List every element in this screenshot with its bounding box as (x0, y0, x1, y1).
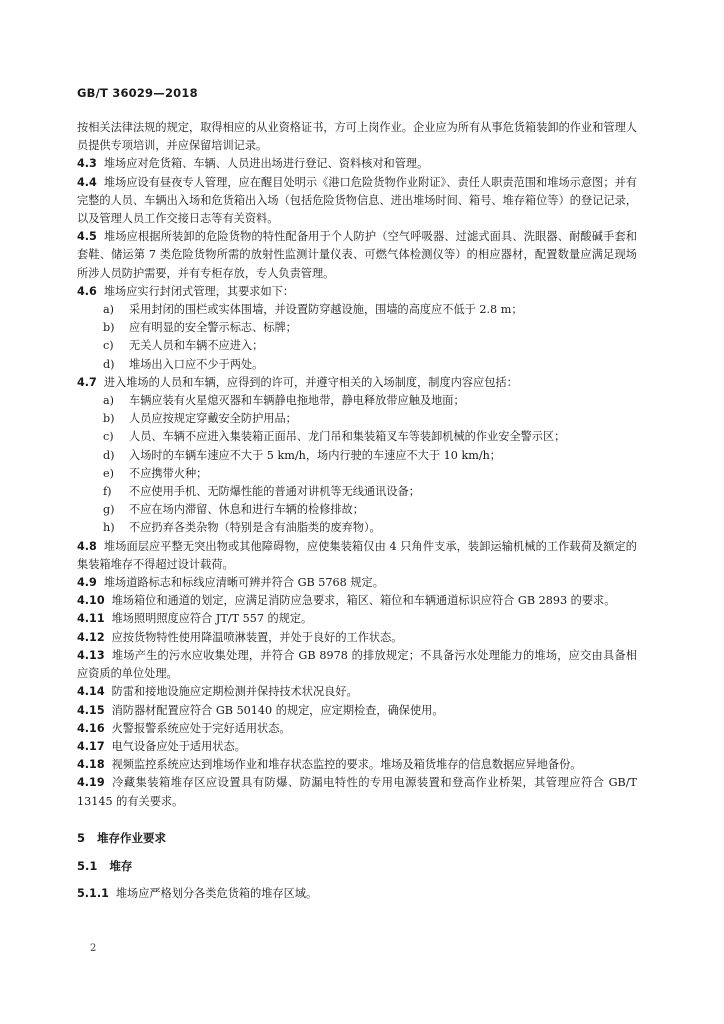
clause-text: 防雷和接地设施应定期检测并保持技术状况良好。 (111, 685, 358, 699)
list-item-text: 不应携带火种； (129, 466, 208, 480)
clause-text: 火警报警系统应处于完好适用状态。 (111, 721, 291, 735)
clause-text: 电气设备应处于适用状态。 (111, 739, 246, 753)
paragraph-continuation: 按相关法律法规的规定，取得相应的从业资格证书，方可上岗作业。企业应为所有从事危货箱装卸的作业和管理人员提供专项培训，并应保留培训记录。 (77, 121, 637, 153)
list-item (77, 447, 637, 465)
section-title: 堆存作业要求 (97, 830, 167, 845)
clause-4-8 (77, 538, 637, 574)
list-item-text: 车辆应装有火星熄灭器和车辆静电拖地带，静电释放带应触及地面； (129, 394, 465, 408)
clause-text: 消防器材配置应符合 GB 50140 的规定，应定期检查，确保使用。 (111, 703, 444, 717)
list-marker: d) (103, 448, 115, 462)
list-item (77, 301, 637, 319)
subsection-heading (77, 857, 637, 875)
list-item-text: 人员、车辆不应进入集装箱正面吊、龙门吊和集装箱叉车等装卸机械的作业安全警示区； (129, 430, 566, 444)
clause-text: 堆场产生的污水应收集处理，并符合 GB 8978 的排放规定；不具备污水处理能力的堆场，应交由具备相应资质的单位处理。 (77, 648, 637, 681)
list-item (77, 519, 637, 537)
clause-4-15 (77, 702, 637, 720)
list-marker: b) (103, 412, 115, 426)
list-item-text: 采用封闭的围栏或实体围墙，并设置防穿越设施，围墙的高度应不低于 2.8 m； (129, 303, 523, 317)
clause-4-19 (77, 774, 637, 810)
clause-number: 5.1.1 (77, 887, 109, 901)
list-item-text: 不应扔弃各类杂物（特别是含有油脂类的废弃物）。 (129, 521, 381, 535)
clause-4-5 (77, 228, 637, 283)
clause-number: 4.13 (77, 648, 105, 662)
clause-number: 4.9 (77, 576, 97, 590)
clause-text: 堆场照明照度应符合 JT/T 557 的规定。 (111, 612, 313, 626)
list-item-text: 入场时的车辆车速应不大于 5 km/h，场内行驶的车速应不大于 10 km/h； (129, 448, 501, 462)
clause-4-17 (77, 738, 637, 756)
list-item (77, 410, 637, 428)
clause-4-14 (77, 683, 637, 701)
document-body (77, 119, 637, 903)
clause-number: 4.17 (77, 739, 105, 753)
clause-4-4 (77, 174, 637, 229)
clause-number: 4.5 (77, 230, 97, 244)
clause-4-12 (77, 629, 637, 647)
list-marker: h) (103, 521, 115, 535)
clause-number: 4.12 (77, 630, 105, 644)
list-item-text: 不应使用手机、无防爆性能的普通对讲机等无线通讯设备； (129, 485, 420, 499)
clause-4-10 (77, 592, 637, 610)
clause-number: 4.8 (77, 539, 97, 553)
clause-text: 堆场应对危货箱、车辆、人员进出场进行登记、资料核对和管理。 (103, 157, 429, 171)
clause-text: 堆场应设有昼夜专人管理，应在醒目处明示《港口危险货物作业附证》、责任人职责范围和堆场示意图；并有完整的人员、车辆出入场和危货箱出入场（包括危险货物信息、进出堆场时间、箱号、堆存箱位等）的登记记录，以及管理人员工作交接日志等有关资料。 (77, 175, 637, 226)
clause-number: 4.10 (77, 594, 105, 608)
clause-text: 应按货物特性使用降温喷淋装置，并处于良好的工作状态。 (111, 630, 403, 644)
clause-text: 堆场应实行封闭式管理，其要求如下： (103, 284, 295, 298)
clause-4-11 (77, 610, 637, 628)
clause-text: 视频监控系统应达到堆场作业和堆存状态监控的要求。堆场及箱货堆存的信息数据应异地备份。 (111, 758, 582, 772)
clause-5-1-1 (77, 885, 637, 903)
clause-number: 4.11 (77, 612, 105, 626)
section-number: 5 (77, 830, 86, 845)
clause-number: 4.14 (77, 685, 105, 699)
list-item (77, 337, 637, 355)
list-item (77, 428, 637, 446)
clause-4-13 (77, 647, 637, 683)
clause-4-16 (77, 720, 637, 738)
list-item (77, 465, 637, 483)
clause-4-18 (77, 756, 637, 774)
list-item-text: 无关人员和车辆不应进入； (129, 339, 264, 353)
clause-text: 堆场箱位和通道的划定，应满足消防应急要求，箱区、箱位和车辆通道标识应符合 GB 2893 的要求。 (111, 594, 616, 608)
list-marker: c) (103, 430, 114, 444)
section-heading (77, 829, 637, 847)
list-item-text: 人员应按规定穿戴安全防护用品； (129, 412, 297, 426)
list-item (77, 501, 637, 519)
list-marker: a) (103, 303, 115, 317)
list-item (77, 356, 637, 374)
clause-4-6 (77, 283, 637, 301)
clause-number: 4.3 (77, 157, 97, 171)
clause-text: 堆场应严格划分各类危货箱的堆存区域。 (115, 887, 318, 901)
list-item-text: 不应在场内滞留、休息和进行车辆的检修排故； (129, 503, 364, 517)
list-marker: a) (103, 394, 115, 408)
clause-number: 4.19 (77, 776, 105, 790)
standard-code-header: GB/T 36029—2018 (77, 86, 198, 100)
clause-text: 堆场应根据所装卸的危险货物的特性配备用于个人防护（空气呼吸器、过滤式面具、洗眼器、耐酸碱手套和套鞋、储运第 7 类危险货物所需的放射性监测计量仪表、可燃气体检测仪等）的相应器材，配置数量应满足现场所涉人员防护需要，并有专柜存放，专人负责管理。 (77, 230, 637, 280)
list-item-text: 堆场出入口应不少于两处。 (129, 357, 264, 371)
subsection-number: 5.1 (77, 858, 98, 873)
list-marker: c) (103, 339, 114, 353)
clause-number: 4.6 (77, 284, 97, 298)
clause-text: 堆场道路标志和标线应清晰可辨并符合 GB 5768 规定。 (103, 576, 384, 590)
subsection-title: 堆存 (109, 858, 133, 873)
clause-number: 4.16 (77, 721, 105, 735)
clause-4-9 (77, 574, 637, 592)
clause-number: 4.18 (77, 758, 105, 772)
clause-4-3 (77, 155, 637, 173)
clause-number: 4.7 (77, 375, 97, 389)
clause-text: 冷藏集装箱堆存区应设置具有防爆、防漏电特性的专用电源装置和登高作业桥架，其管理应符合 GB/T 13145 的有关要求。 (77, 776, 637, 808)
list-item (77, 319, 637, 337)
list-marker: b) (103, 321, 115, 335)
clause-text: 进入堆场的人员和车辆，应得到的许可，并遵守相关的入场制度，制度内容应包括： (103, 375, 518, 389)
list-marker: d) (103, 357, 115, 371)
list-item (77, 392, 637, 410)
clause-number: 4.15 (77, 703, 105, 717)
clause-number: 4.4 (77, 175, 97, 189)
list-item-text: 应有明显的安全警示标志、标牌； (129, 321, 297, 335)
list-marker: f) (103, 485, 112, 499)
clause-4-7 (77, 374, 637, 392)
clause-text: 堆场面层应平整无突出物或其他障碍物，应使集装箱仅由 4 只角件支承，装卸运输机械的工作载荷及额定的集装箱堆存不得超过设计载荷。 (77, 539, 637, 571)
page-number: 2 (90, 943, 97, 954)
list-marker: e) (103, 466, 114, 480)
list-marker: g) (103, 503, 115, 517)
list-item (77, 483, 637, 501)
